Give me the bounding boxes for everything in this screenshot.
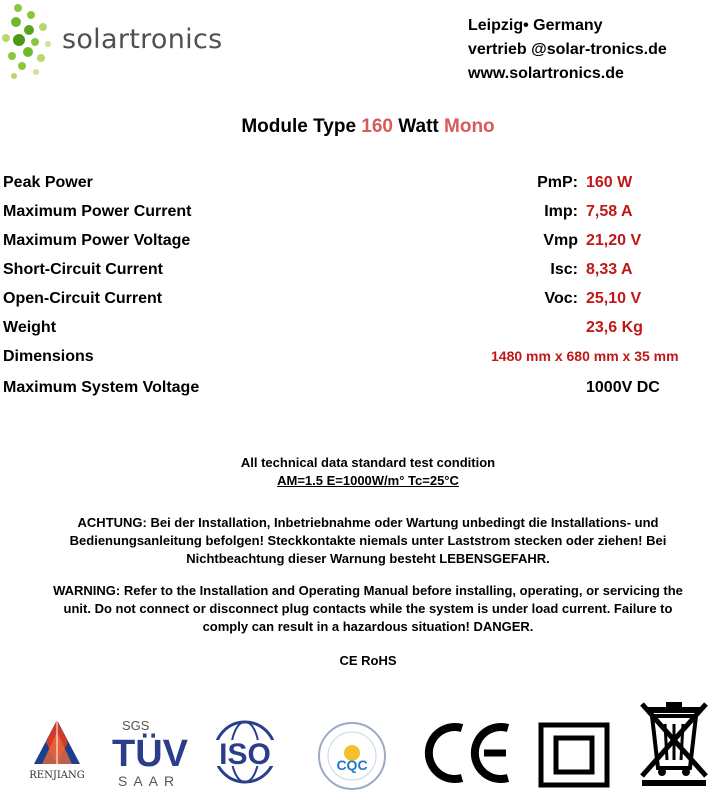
ce-mark-icon (424, 720, 514, 786)
warning-english-line: WARNING: Refer to the Installation and Operating Manual before installing, operating, or servicing the (53, 583, 683, 598)
email-text: vertrieb @solar-tronics.de (468, 41, 667, 58)
warning-english-line: comply can result in a hazardous situation! DANGER. (202, 619, 534, 634)
iso-label: ISO (219, 738, 271, 771)
contact-block (468, 14, 667, 86)
spec-label-max-system-voltage: Maximum System Voltage (3, 379, 200, 396)
weee-crossed-bin-icon (638, 696, 710, 788)
spec-label-short-circuit-current: Short-Circuit Current (3, 261, 163, 278)
spec-symbol-peak-power: PmP: (537, 174, 578, 191)
spec-label-max-power-voltage: Maximum Power Voltage (3, 232, 191, 249)
module-title (0, 116, 720, 138)
spec-value-dimensions: 1480 mm x 680 mm x 35 mm (491, 348, 679, 364)
title-prefix: Module Type (241, 116, 362, 137)
warning-english-line: unit. Do not connect or disconnect plug contacts while the system is under load current. Failure to (63, 601, 673, 616)
test-condition-line: All technical data standard test condition (240, 455, 496, 470)
test-condition (0, 454, 720, 490)
test-condition-values: AM=1.5 E=1000W/m° Tc=25°C (277, 473, 459, 488)
website-text: www.solartronics.de (468, 65, 624, 82)
spec-label-open-circuit-current: Open-Circuit Current (3, 290, 163, 307)
renjiang-logo-icon (22, 718, 92, 784)
tuv-top-label: SGS (122, 718, 150, 733)
spec-symbol-max-power-current: Imp: (544, 203, 578, 220)
solartronics-logo (0, 0, 260, 90)
spec-label-peak-power: Peak Power (3, 174, 93, 191)
spec-value-weight: 23,6 Kg (586, 319, 643, 336)
spec-value-open-circuit-current: 25,10 V (586, 290, 642, 307)
spec-value-max-power-voltage: 21,20 V (586, 232, 642, 249)
tuv-sub-label: SAAR (118, 773, 181, 789)
sun-dots-icon (0, 0, 62, 86)
spec-symbol-open-circuit-current: Voc: (544, 290, 578, 307)
cert-line: CE RoHS (339, 653, 397, 668)
warning-german (8, 514, 720, 568)
title-watt-value: 160 (361, 116, 393, 137)
spec-label-dimensions: Dimensions (3, 348, 94, 365)
warning-english (8, 582, 720, 636)
warning-german-line: Bedienungsanleitung befolgen! Steckkontakte niemals unter Laststrom stecken oder ziehen! Bei (69, 533, 667, 548)
spec-value-short-circuit-current: 8,33 A (586, 261, 633, 278)
tuv-saar-logo-icon (108, 716, 188, 790)
title-cell-type: Mono (444, 116, 495, 137)
spec-symbol-short-circuit-current: Isc: (550, 261, 578, 278)
spec-value-peak-power: 160 W (586, 174, 633, 191)
class-ii-double-insulation-icon (538, 722, 610, 788)
title-watt-label: Watt (393, 116, 445, 137)
spec-label-weight: Weight (3, 319, 57, 336)
spec-label-max-power-current: Maximum Power Current (3, 203, 192, 220)
warning-german-line: Nichtbeachtung dieser Warnung besteht LEBENSGEFAHR. (186, 551, 550, 566)
brand-name: solartronics (62, 24, 223, 55)
spec-value-max-system-voltage: 1000V DC (586, 379, 660, 396)
iso-logo-icon (204, 718, 286, 786)
cqc-label: CQC (336, 757, 368, 773)
spec-value-max-power-current: 7,58 A (586, 203, 633, 220)
tuv-main-label: TÜV (112, 733, 188, 775)
renjiang-label: RENJIANG (29, 770, 85, 781)
cqc-logo-icon (316, 720, 388, 792)
warning-german-line: ACHTUNG: Bei der Installation, Inbetriebnahme oder Wartung unbedingt die Installations- und (77, 515, 659, 530)
location-text: Leipzig• Germany (468, 17, 603, 34)
spec-symbol-max-power-voltage: Vmp (543, 232, 578, 249)
